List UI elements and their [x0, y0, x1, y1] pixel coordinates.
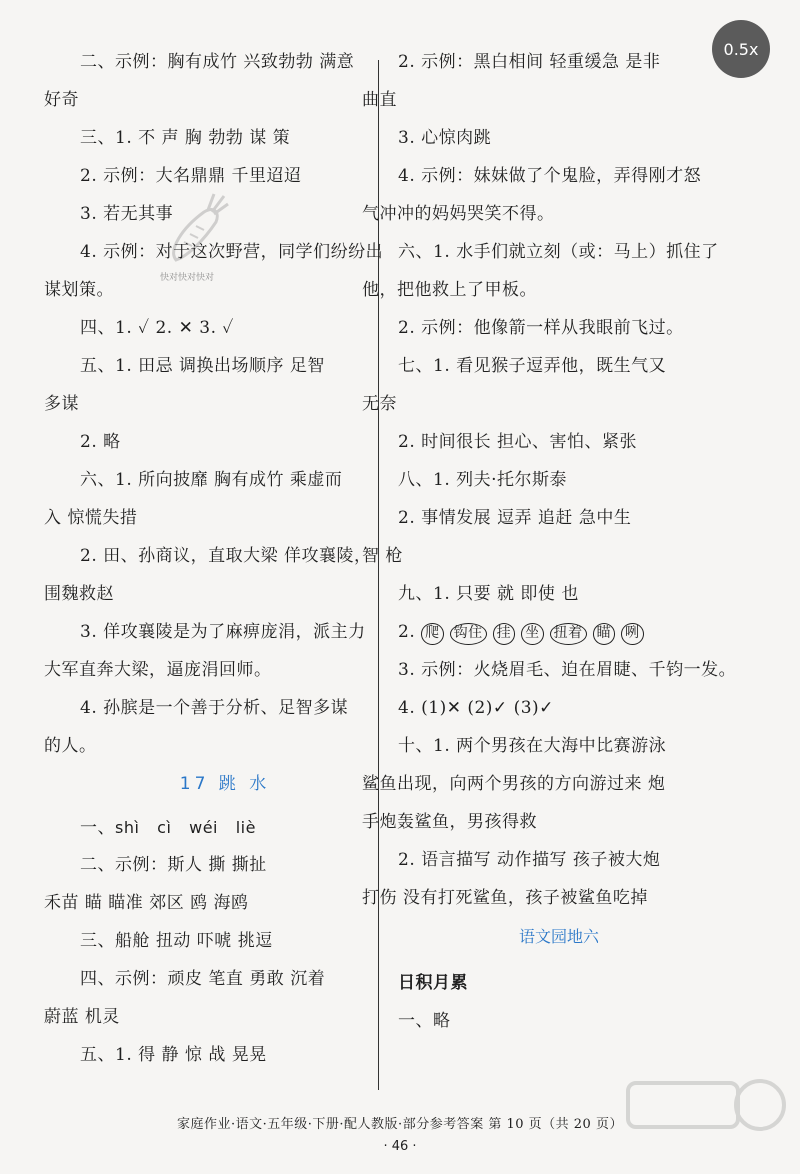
answer-line: 十、1. 两个男孩在大海中比赛游泳 — [398, 736, 667, 756]
circled-word: 坐 — [521, 623, 544, 645]
answer-line: 二、示例：斯人 撕 撕扯 — [80, 855, 267, 875]
answer-line: 九、1. 只要 就 即使 也 — [398, 584, 579, 604]
circled-prefix: 2. — [398, 622, 416, 642]
pinyin-prefix: 一、 — [80, 818, 115, 838]
answer-line: 2. 时间很长 担心、害怕、紧张 — [398, 432, 638, 452]
answer-line: 五、1. 得 静 惊 战 晃晃 — [80, 1045, 267, 1065]
answer-line: 四、示例：顽皮 笔直 勇敢 沉着 — [80, 969, 326, 989]
answer-line: 2. 语言描写 动作描写 孩子被大炮 — [398, 850, 661, 870]
answer-line: 多谋 — [44, 394, 79, 414]
answer-line: 3. 佯攻襄陵是为了麻痹庞涓，派主力 — [80, 622, 366, 642]
answer-line: 4. 示例：妹妹做了个鬼脸，弄得刚才怒 — [398, 166, 702, 186]
circled-word: 咧 — [621, 623, 644, 645]
circled-word: 挂 — [493, 623, 516, 645]
answer-line: 4. 孙膑是一个善于分析、足智多谋 — [80, 698, 349, 718]
answer-line: 2. 田、孙商议，直取大梁 佯攻襄陵， — [80, 546, 372, 566]
answer-line: 七、1. 看见猴子逗弄他，既生气又 — [398, 356, 667, 376]
circled-word: 瞄 — [593, 623, 616, 645]
pinyin-item: cì — [157, 818, 172, 837]
answer-line: 智 枪 — [362, 546, 403, 566]
answer-line: 3. 示例：火烧眉毛、迫在眉睫、千钧一发。 — [398, 660, 737, 680]
answer-line: 2. 示例：他像箭一样从我眼前飞过。 — [398, 318, 684, 338]
pinyin-answer-line — [80, 817, 370, 838]
answer-line: 2. 略 — [80, 432, 121, 452]
right-column — [362, 52, 737, 1049]
answer-line: 一、略 — [398, 1011, 451, 1031]
subsection-title: 日积月累 — [398, 973, 468, 993]
answer-line: 六、1. 所向披靡 胸有成竹 乘虚而 — [80, 470, 343, 490]
answer-line: 曲直 — [362, 90, 397, 110]
section-heading: 语文园地六 — [518, 927, 599, 946]
circled-word: 扭着 — [550, 623, 587, 645]
answer-line: 手炮轰鲨鱼，男孩得救 — [362, 812, 537, 832]
page-footer: 家庭作业·语文·五年级·下册·配人教版·部分参考答案 第 10 页（共 20 页） — [177, 1117, 623, 1132]
answer-line: 四、1. ✓ 2. ✕ 3. ✓ — [80, 318, 234, 338]
lesson-heading: 17 跳 水 — [179, 774, 271, 794]
answer-line: 2. 事情发展 逗弄 追赶 急中生 — [398, 508, 632, 528]
answer-line: 谋划策。 — [44, 280, 114, 300]
answer-line: 无奈 — [362, 394, 397, 414]
answer-line: 好奇 — [44, 90, 79, 110]
answer-line: 打伤 没有打死鲨鱼，孩子被鲨鱼吃掉 — [362, 888, 648, 908]
answer-line: 的人。 — [44, 736, 97, 756]
circled-answer-line — [398, 622, 720, 643]
answer-line: 4. (1)✕ (2)✓ (3)✓ — [398, 698, 554, 718]
pinyin-item: wéi — [189, 818, 218, 837]
answer-line: 3. 心惊肉跳 — [398, 128, 492, 148]
answer-line: 鲨鱼出现，向两个男孩的方向游过来 炮 — [362, 774, 666, 794]
answer-line: 大军直奔大梁，逼庞涓回师。 — [44, 660, 272, 680]
pinyin-item: liè — [235, 818, 256, 837]
answer-line: 围魏救赵 — [44, 584, 114, 604]
answer-line: 3. 若无其事 — [80, 204, 174, 224]
answer-line: 4. 示例：对于这次野营，同学们纷纷出 — [80, 242, 384, 262]
answer-line: 气冲冲的妈妈哭笑不得。 — [362, 204, 555, 224]
answer-line: 禾苗 瞄 瞄准 郊区 鸥 海鸥 — [44, 893, 249, 913]
answer-line: 八、1. 列夫·托尔斯泰 — [398, 470, 568, 490]
circled-word: 爬 — [421, 623, 444, 645]
answer-line: 三、船舱 扭动 吓唬 挑逗 — [80, 931, 273, 951]
page-number: · 46 · — [383, 1139, 417, 1154]
answer-line: 入 惊慌失措 — [44, 508, 138, 528]
answer-line: 二、示例：胸有成竹 兴致勃勃 满意 — [80, 52, 355, 72]
zoom-level-badge[interactable]: 0.5x — [712, 20, 770, 78]
answer-line: 2. 示例：黑白相间 轻重缓急 是非 — [398, 52, 661, 72]
answer-line: 三、1. 不 声 胸 勃勃 谋 策 — [80, 128, 291, 148]
watermark-caption: 快对快对快对 — [160, 273, 215, 283]
answer-line: 他，把他救上了甲板。 — [362, 280, 537, 300]
pinyin-item: shì — [115, 818, 140, 837]
answer-line: 六、1. 水手们就立刻（或：马上）抓住了 — [398, 242, 719, 262]
answer-line: 五、1. 田忌 调换出场顺序 足智 — [80, 356, 325, 376]
circled-word: 钩住 — [450, 623, 487, 645]
answer-line: 2. 示例：大名鼎鼎 千里迢迢 — [80, 166, 302, 186]
answer-line: 蔚蓝 机灵 — [44, 1007, 120, 1027]
